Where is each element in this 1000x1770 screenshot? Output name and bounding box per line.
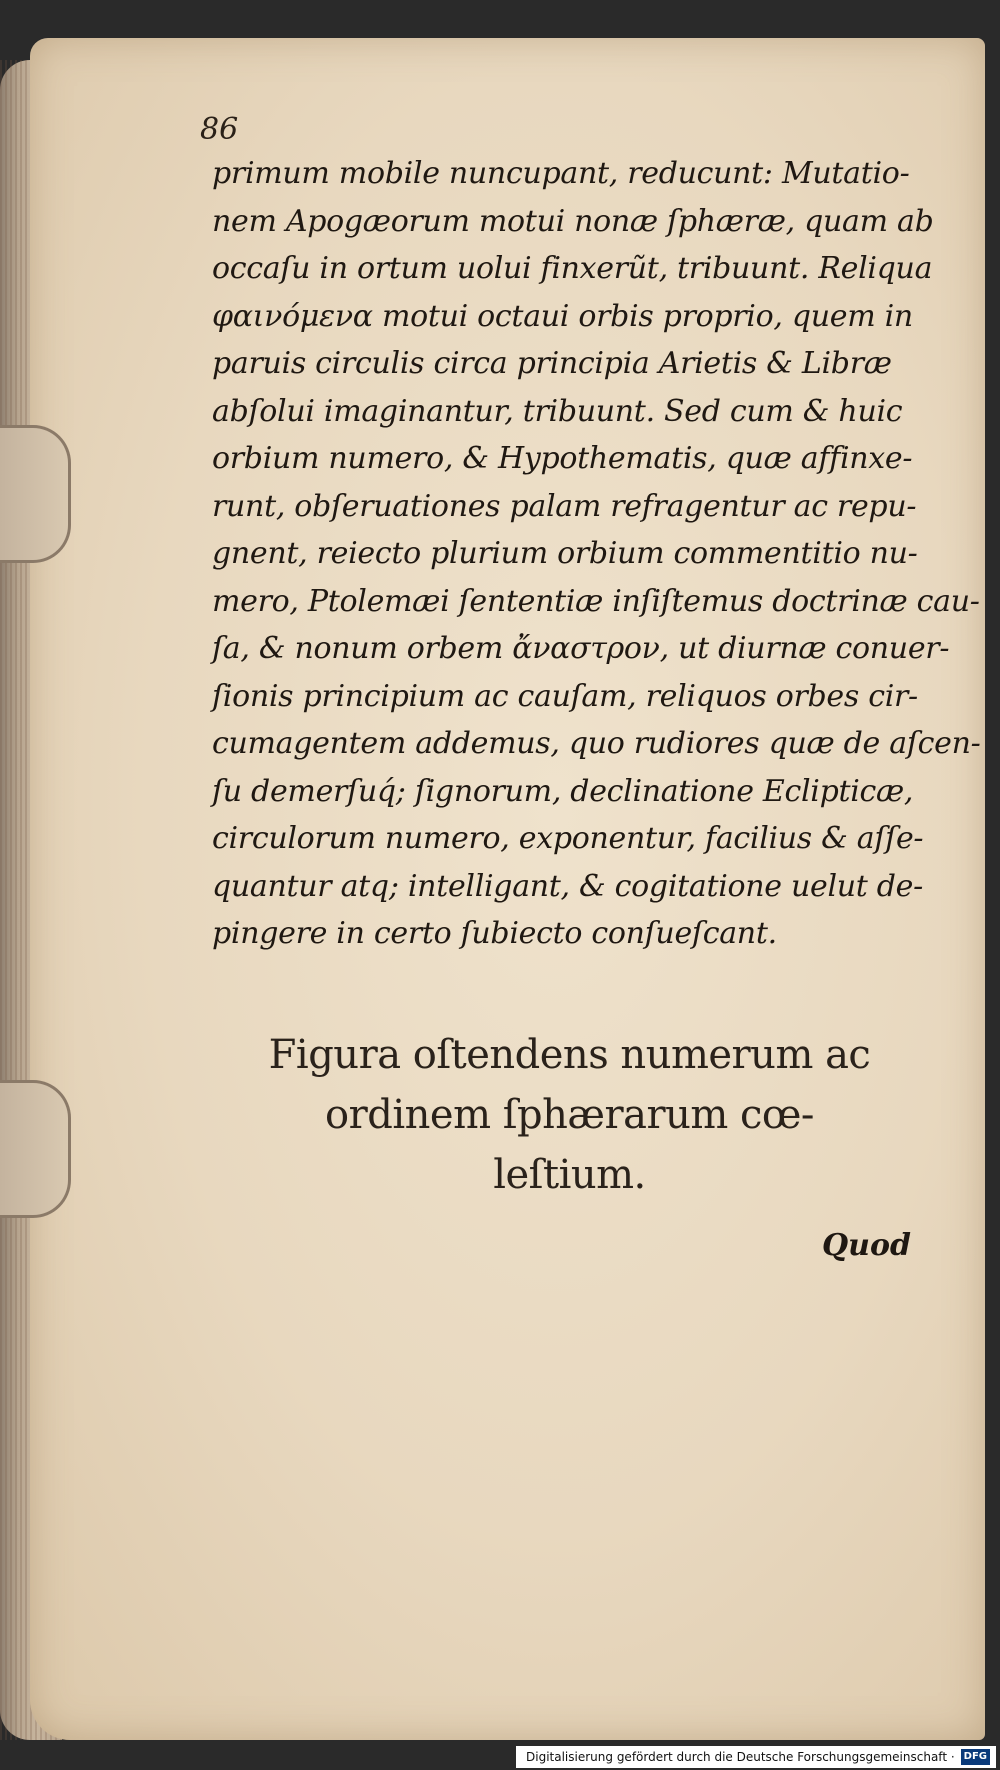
text-line: pingere in certo ſubiecto conſueſcant. — [212, 916, 777, 951]
text-line: gnent, reiecto plurium orbium commentitio nu- — [212, 536, 918, 571]
caption-line: leſtium. — [493, 1152, 646, 1198]
text-line: cumagentem addemus, quo rudiores quæ de aſcen- — [212, 726, 981, 761]
text-line: orbium numero, & Hypothematis, quæ affinxe- — [212, 441, 913, 476]
figure-caption — [212, 1025, 927, 1205]
text-line: circulorum numero, exponentur, facilius & aſſe- — [212, 821, 924, 856]
page-clasp-lower — [0, 1080, 71, 1218]
page-number: 86 — [200, 112, 239, 147]
caption-line: ordinem ſphærarum cœ- — [325, 1092, 814, 1138]
text-line: abſolui imaginantur, tribuunt. Sed cum & huic — [212, 393, 903, 429]
text-line: quantur atq; intelligant, & cogitatione uelut de- — [212, 868, 923, 904]
text-line: ſionis principium ac cauſam, reliquos orbes cir- — [212, 678, 918, 714]
catchword: Quod — [822, 1228, 911, 1263]
text-line: occaſu in ortum uolui finxerũt, tribuunt. Reliqua — [212, 251, 933, 286]
caption-line: Figura oſtendens numerum ac — [268, 1032, 871, 1078]
text-line: paruis circulis circa principia Arietis & Libræ — [212, 346, 892, 381]
text-line: ſu demerſuq́; ſignorum, declinatione Eclipticæ, — [212, 773, 914, 809]
text-line: runt, obſeruationes palam refragentur ac repu- — [212, 488, 917, 524]
dfg-logo: DFG — [961, 1749, 990, 1765]
footer-text: Digitalisierung gefördert durch die Deutsche Forschungsgemeinschaft · — [526, 1750, 955, 1764]
text-line: mero, Ptolemæi ſententiæ inſiſtemus doctrinæ cau- — [212, 583, 980, 619]
text-line: φαινόμενα motui octaui orbis proprio, quem in — [212, 298, 913, 334]
text-line: ſa, & nonum orbem ἄναστρον, ut diurnæ conuer- — [212, 631, 950, 666]
text-line: nem Apogæorum motui nonæ ſphæræ, quam ab — [212, 203, 934, 239]
page-clasp-upper — [0, 425, 71, 563]
text-line: primum mobile nuncupant, reducunt: Mutatio- — [212, 156, 910, 191]
body-text — [212, 150, 981, 958]
digitization-footer — [516, 1746, 996, 1768]
